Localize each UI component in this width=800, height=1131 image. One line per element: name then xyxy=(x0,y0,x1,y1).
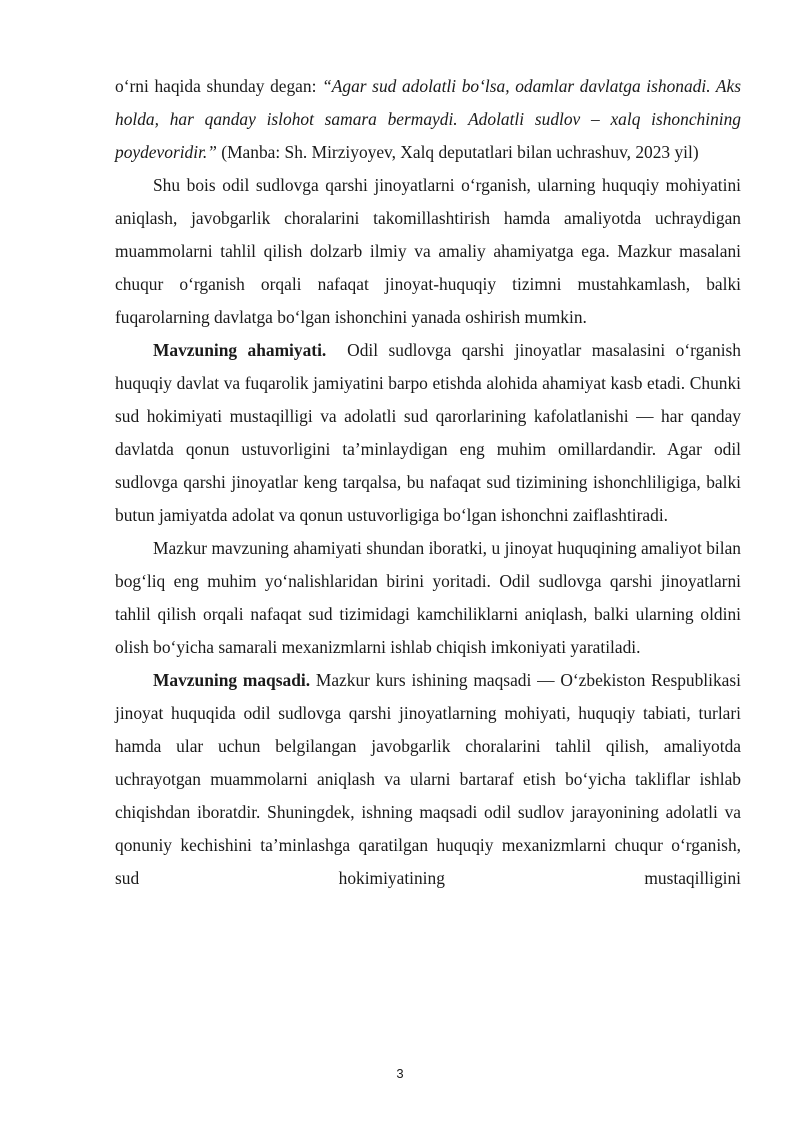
page-number: 3 xyxy=(396,1066,404,1081)
document-body xyxy=(115,70,746,895)
importance-text: Odil sudlovga qarshi jinoyatlar masalasini o‘rganish huquqiy davlat va fuqarolik jamiyatini barpo etishda alohida ahamiyat kasb etadi. Chunki sud hokimiyati mustaqilligi va adolatli sud qarorlarining kafolatlanishi — har qanday davlatda qonun ustuvorligini ta’minlaydigan eng muhim omillardandir. Agar odil sudlovga qarshi jinoyatlar keng tarqalsa, bu nafaqat sud tizimining ishonchliligiga, balki butun jamiyatda adolat va qonun ustuvorligiga bo‘lgan ishonchni zaiflashtiradi. xyxy=(115,340,746,525)
paragraph-significance: Mazkur mavzuning ahamiyati shundan iboratki, u jinoyat huquqining amaliyot bilan bog‘liq eng muhim yo‘nalishlaridan birini yoritadi. Odil sudlovga qarshi jinoyatlarni tahlil qilish orqali nafaqat sud tizimidagi kamchiliklarni aniqlash, balki ularning oldini olish bo‘yicha samarali mexanizmlarni ishlab chiqish imkoniyati yaratiladi. xyxy=(115,538,741,657)
goal-heading: Mavzuning maqsadi. xyxy=(153,670,311,690)
paragraph-goal xyxy=(115,664,741,895)
paragraph-quote-source: (Manba: Sh. Mirziyoyev, Xalq deputatlari bilan uchrashuv, 2023 yil) xyxy=(216,142,699,162)
paragraph-relevance: Shu bois odil sudlovga qarshi jinoyatlarni o‘rganish, ularning huquqiy mohiyatini aniqlash, javobgarlik choralarini takomillashtirish hamda amaliyotda uchraydigan muammolarni tahlil qilish dolzarb ilmiy va amaliy ahamiyatga ega. Mazkur masalani chuqur o‘rganish orqali nafaqat jinoyat-huquqiy tizimni mustahkamlash, balki fuqarolarning davlatga bo‘lgan ishonchini yanada oshirish mumkin. xyxy=(115,175,741,327)
importance-heading: Mavzuning ahamiyati. xyxy=(153,340,327,360)
president-quote: “Agar sud adolatli bo‘lsa, odamlar davlatga ishonadi. Aks holda, har qanday islohot samara bermaydi. Adolatli sudlov – xalq ishonchining poydevoridir.” xyxy=(115,76,742,162)
paragraph-quote xyxy=(115,70,741,169)
paragraph-quote-prefix: o‘rni haqida shunday degan: xyxy=(115,76,323,96)
paragraph-importance xyxy=(115,334,746,532)
goal-text: Mazkur kurs ishining maqsadi — O‘zbekiston Respublikasi jinoyat huquqida odil sudlovga qarshi jinoyatlarning mohiyati, huquqiy tabiati, turlari hamda ular uchun belgilangan javobgarlik choralarini tahlil qilish, amaliyotda uchrayotgan muammolarni aniqlash va ularni bartaraf etish bo‘yicha takliflar ishlab chiqishdan iboratdir. Shuningdek, ishning maqsadi odil sudlov jarayonining adolatli va qonuniy kechishini ta’minlashga qaratilgan huquqiy mexanizmlarni chuqur o‘rganish, sud hokimiyatining mustaqilligini xyxy=(115,670,741,888)
